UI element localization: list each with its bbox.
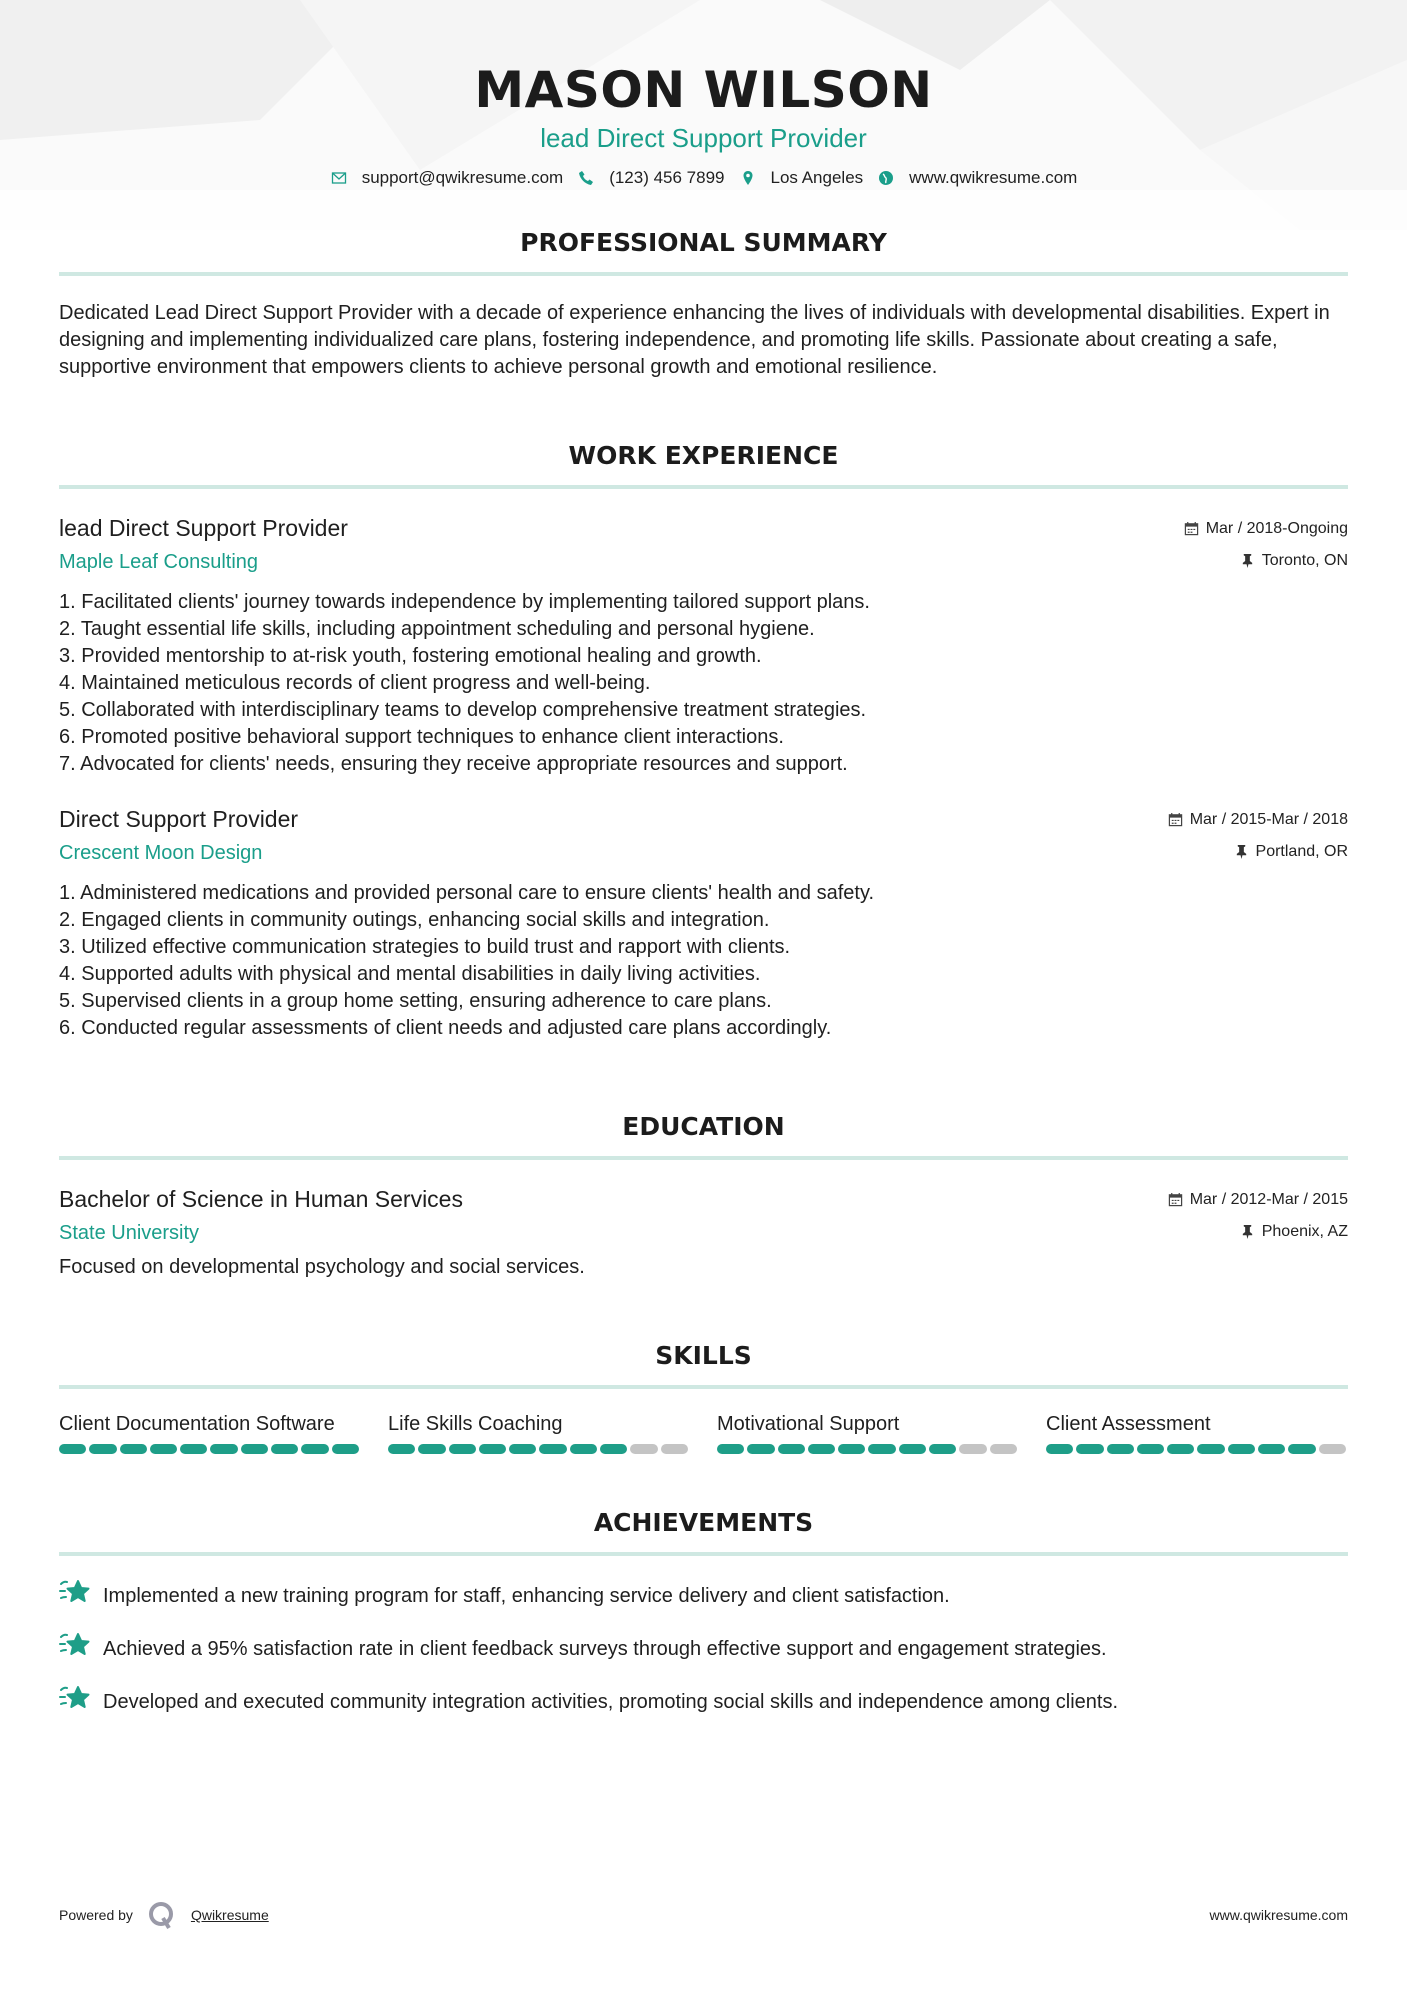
pushpin-icon [1234, 844, 1249, 859]
bullet-item: 7. Advocated for clients' needs, ensuring they receive appropriate resources and support. [59, 753, 848, 775]
skill-item [1046, 1411, 1346, 1454]
section-divider [59, 485, 1348, 489]
job-entry [59, 804, 1348, 1042]
brand-link[interactable]: Qwikresume [190, 1907, 269, 1923]
summary-text: Dedicated Lead Direct Support Provider with a decade of experience enhancing the lives of individuals with developmental disabilities. Expert in designing and implementing individualized care plans, fostering independence, and promoting life skills. Passionate about creating a safe, supportive environment that empowers clients to achieve personal growth and emotional resilience. [59, 302, 1330, 378]
qwikresume-logo-icon [147, 1900, 177, 1930]
contact-bar [59, 168, 1348, 188]
star-icon [59, 1578, 91, 1614]
skill-level-segment [301, 1444, 328, 1454]
job-title: lead Direct Support Provider [59, 515, 348, 541]
skill-level-segment [180, 1444, 207, 1454]
skill-level-segment [1319, 1444, 1346, 1454]
education-location: Phoenix, AZ [1261, 1222, 1348, 1240]
pushpin-icon [1240, 1224, 1255, 1239]
achievement-item [59, 1684, 1348, 1720]
skill-level-segment [747, 1444, 774, 1454]
job-dates: Mar / 2015-Mar / 2018 [1189, 810, 1348, 828]
bullet-item: 3. Provided mentorship to at-risk youth, fostering emotional healing and growth. [59, 645, 762, 667]
skill-level-segment [1076, 1444, 1103, 1454]
skill-level-segment [899, 1444, 926, 1454]
skill-level-segment [150, 1444, 177, 1454]
skill-item [717, 1411, 1017, 1454]
calendar-icon [1168, 1192, 1183, 1207]
skill-level-segment [838, 1444, 865, 1454]
education-section [59, 1112, 1348, 1281]
pushpin-icon [1240, 553, 1255, 568]
skill-name: Motivational Support [717, 1413, 900, 1435]
school-name: State University [59, 1222, 200, 1244]
job-location: Toronto, ON [1261, 551, 1348, 569]
skill-level-segment [1258, 1444, 1285, 1454]
company-name: Crescent Moon Design [59, 842, 263, 864]
job-entry [59, 513, 1348, 778]
company-name: Maple Leaf Consulting [59, 551, 259, 573]
achievement-item [59, 1631, 1348, 1667]
skill-level-segment [332, 1444, 359, 1454]
skill-level-bar [388, 1444, 688, 1454]
job-title: Direct Support Provider [59, 806, 299, 832]
skill-level-segment [661, 1444, 688, 1454]
section-divider [59, 1552, 1348, 1556]
phone-icon [577, 169, 595, 187]
degree: Bachelor of Science in Human Services [59, 1186, 463, 1212]
skill-level-segment [778, 1444, 805, 1454]
contact-location: Los Angeles [770, 168, 864, 187]
bullet-item: 2. Taught essential life skills, including appointment scheduling and personal hygiene. [59, 618, 815, 640]
bullet-item: 1. Administered medications and provided personal care to ensure clients' health and safety. [59, 882, 875, 904]
bullet-item: 2. Engaged clients in community outings, enhancing social skills and integration. [59, 909, 770, 931]
star-icon [59, 1631, 91, 1667]
skills-grid [59, 1411, 1348, 1454]
skill-level-segment [1288, 1444, 1315, 1454]
contact-email[interactable]: support@qwikresume.com [361, 168, 564, 187]
skill-level-bar [717, 1444, 1017, 1454]
skills-section [59, 1341, 1348, 1454]
map-pin-icon [739, 169, 757, 187]
section-heading: ACHIEVEMENTS [593, 1508, 814, 1537]
job-bullets [59, 880, 1348, 1042]
skill-level-segment [449, 1444, 476, 1454]
skill-item [59, 1411, 359, 1454]
powered-by-label: Powered by [59, 1907, 133, 1923]
skill-level-segment [539, 1444, 566, 1454]
star-icon [59, 1684, 91, 1720]
skill-level-segment [1107, 1444, 1134, 1454]
skill-level-segment [990, 1444, 1017, 1454]
skill-level-segment [241, 1444, 268, 1454]
experience-section [59, 441, 1348, 1042]
skill-level-segment [120, 1444, 147, 1454]
section-divider [59, 272, 1348, 276]
achievements-section [59, 1508, 1348, 1720]
skill-level-segment [271, 1444, 298, 1454]
job-dates: Mar / 2018-Ongoing [1205, 519, 1348, 537]
footer [59, 1900, 1348, 1930]
bullet-item: 6. Conducted regular assessments of client needs and adjusted care plans accordingly. [59, 1017, 832, 1039]
contact-website[interactable]: www.qwikresume.com [909, 168, 1078, 187]
skill-name: Client Documentation Software [59, 1413, 335, 1435]
skill-level-segment [630, 1444, 657, 1454]
skill-level-bar [1046, 1444, 1346, 1454]
bullet-item: 1. Facilitated clients' journey towards independence by implementing tailored support plans. [59, 591, 870, 613]
achievement-item [59, 1578, 1348, 1614]
skill-level-segment [868, 1444, 895, 1454]
skill-level-bar [59, 1444, 359, 1454]
skill-level-segment [808, 1444, 835, 1454]
section-divider [59, 1156, 1348, 1160]
education-dates: Mar / 2012-Mar / 2015 [1189, 1190, 1348, 1208]
skill-level-segment [570, 1444, 597, 1454]
skill-level-segment [418, 1444, 445, 1454]
achievement-text: Achieved a 95% satisfaction rate in client feedback surveys through effective support and engagement strategies. [103, 1637, 1107, 1660]
skill-level-segment [388, 1444, 415, 1454]
calendar-icon [1184, 521, 1199, 536]
skill-level-segment [717, 1444, 744, 1454]
job-location: Portland, OR [1255, 842, 1348, 860]
bullet-item: 4. Maintained meticulous records of client progress and well-being. [59, 672, 651, 694]
envelope-icon [330, 169, 348, 187]
skill-level-segment [479, 1444, 506, 1454]
section-heading: WORK EXPERIENCE [568, 441, 839, 470]
job-bullets [59, 589, 1348, 778]
skill-level-segment [1167, 1444, 1194, 1454]
section-heading: PROFESSIONAL SUMMARY [520, 228, 887, 257]
skill-level-segment [1137, 1444, 1164, 1454]
skill-level-segment [600, 1444, 627, 1454]
skill-level-segment [959, 1444, 986, 1454]
section-heading: EDUCATION [622, 1112, 785, 1141]
skill-level-segment [59, 1444, 86, 1454]
skill-level-segment [929, 1444, 956, 1454]
globe-icon [877, 169, 895, 187]
candidate-title: lead Direct Support Provider [540, 123, 867, 153]
section-divider [59, 1385, 1348, 1389]
summary-section [59, 228, 1348, 381]
skill-level-segment [1228, 1444, 1255, 1454]
contact-phone: (123) 456 7899 [609, 168, 725, 187]
education-entry [59, 1184, 1348, 1281]
skill-level-segment [509, 1444, 536, 1454]
skill-name: Client Assessment [1046, 1413, 1211, 1435]
bullet-item: 3. Utilized effective communication strategies to build trust and rapport with clients. [59, 936, 791, 958]
bullet-item: 5. Collaborated with interdisciplinary teams to develop comprehensive treatment strategies. [59, 699, 867, 721]
skill-level-segment [89, 1444, 116, 1454]
achievement-text: Developed and executed community integration activities, promoting social skills and independence among clients. [103, 1690, 1119, 1713]
skill-level-segment [1046, 1444, 1073, 1454]
candidate-name: MASON WILSON [474, 61, 933, 119]
calendar-icon [1168, 812, 1183, 827]
bullet-item: 5. Supervised clients in a group home setting, ensuring adherence to care plans. [59, 990, 772, 1012]
achievement-text: Implemented a new training program for staff, enhancing service delivery and client satisfaction. [103, 1584, 950, 1607]
skill-level-segment [1197, 1444, 1224, 1454]
footer-website[interactable]: www.qwikresume.com [1209, 1907, 1348, 1923]
section-heading: SKILLS [655, 1341, 752, 1370]
education-description: Focused on developmental psychology and social services. [59, 1256, 585, 1278]
skill-level-segment [210, 1444, 237, 1454]
bullet-item: 6. Promoted positive behavioral support techniques to enhance client interactions. [59, 726, 784, 748]
skill-item [388, 1411, 688, 1454]
bullet-item: 4. Supported adults with physical and mental disabilities in daily living activities. [59, 963, 761, 985]
skill-name: Life Skills Coaching [388, 1413, 563, 1435]
